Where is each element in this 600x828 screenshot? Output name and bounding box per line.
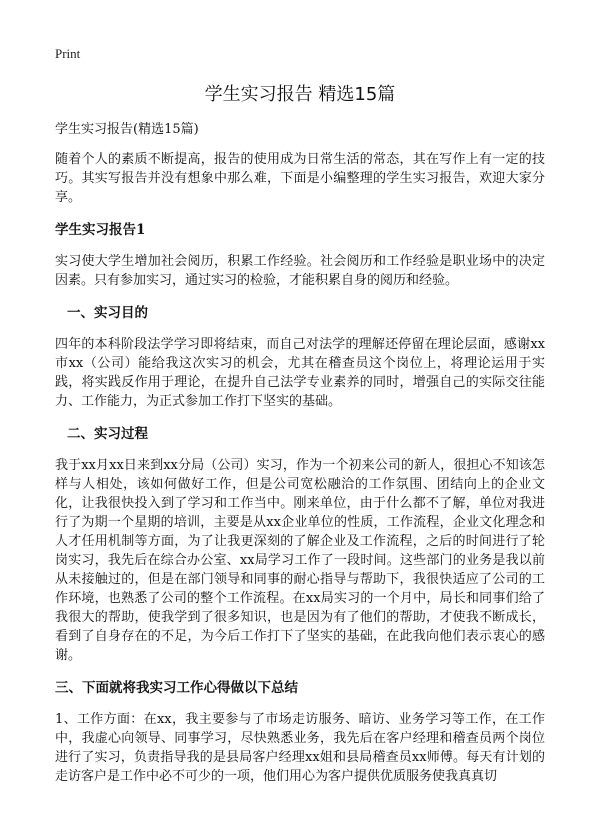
report-intro-paragraph: 实习使大学生增加社会阅历，积累工作经验。社会阅历和工作经验是职业场中的决定因素。只有参加实习，通过实习的检验，才能积累自身的阅历和经验。 [55,254,545,288]
section-body-process: 我于xx月xx日来到xx分局（公司）实习，作为一个初来公司的新人，很担心不知该怎样与人相处，该如何做好工作，但是公司宽松融洽的工作氛围、团结向上的企业文化，让我很快投入到了学习和工作当中。刚来单位，由于什么都不了解，单位对我进行了为期一个星期的培训，主要是从xx企业单位的性质，工作流程，企业文化理念和人才任用机制等方面，为了让我更深刻的了解企业及工作流程，之后的时间进行了轮岗实习，我先后在综合办公室、xx局学习工作了一段时间。这些部门的业务是我以前从未接触过的，但是在部门领导和同事的耐心指导与帮助下，我很快适应了公司的工作环境，也熟悉了公司的整个工作流程。在xx局实习的一个月中，局长和同事们给了我很大的帮助，使我学到了很多知识，也是因为有了他们的帮助，才使我不断成长，看到了自身存在的不足，为今后工作打下了坚实的基础，在此我向他们表示衷心的感谢。 [55,458,545,663]
page-title: 学生实习报告 精选15篇 [204,84,396,105]
section-body-purpose: 四年的本科阶段法学学习即将结束，而自己对法学的理解还停留在理论层面，感谢xx市xx（公司）能给我这次实习的机会，尤其在稽查员这个岗位上，将理论运用于实践，将实践反作用于理论，在提升自己法学专业素养的同时，增强自己的实际交往能力、工作能力，为正式参加工作打下坚实的基础。 [55,337,545,409]
print-link[interactable]: Print [55,46,81,61]
report-heading: 学生实习报告1 [55,222,146,238]
section-body-summary: 1、工作方面：在xx，我主要参与了市场走访服务、暗访、业务学习等工作，在工作中，我虚心向领导、同事学习，尽快熟悉业务，我先后在客户经理和稽查员两个岗位进行了实习，负责指导我的是县局客户经理xx姐和县局稽查员xx师傅。每天有计划的走访客户是工作中必不可少的一项，他们用心为客户提供优质服务使我真真切 [55,712,545,784]
section-heading-summary: 三、下面就将我实习工作心得做以下总结 [55,680,298,696]
document-body [55,120,545,799]
section-heading-purpose: 一、实习目的 [67,305,148,321]
intro-paragraph: 随着个人的素质不断提高，报告的使用成为日常生活的常态，其在写作上有一定的技巧。其实写报告并没有想象中那么难，下面是小编整理的学生实习报告，欢迎大家分享。 [55,152,545,205]
section-heading-process: 二、实习过程 [67,426,148,442]
document-subtitle: 学生实习报告(精选15篇) [55,122,199,137]
